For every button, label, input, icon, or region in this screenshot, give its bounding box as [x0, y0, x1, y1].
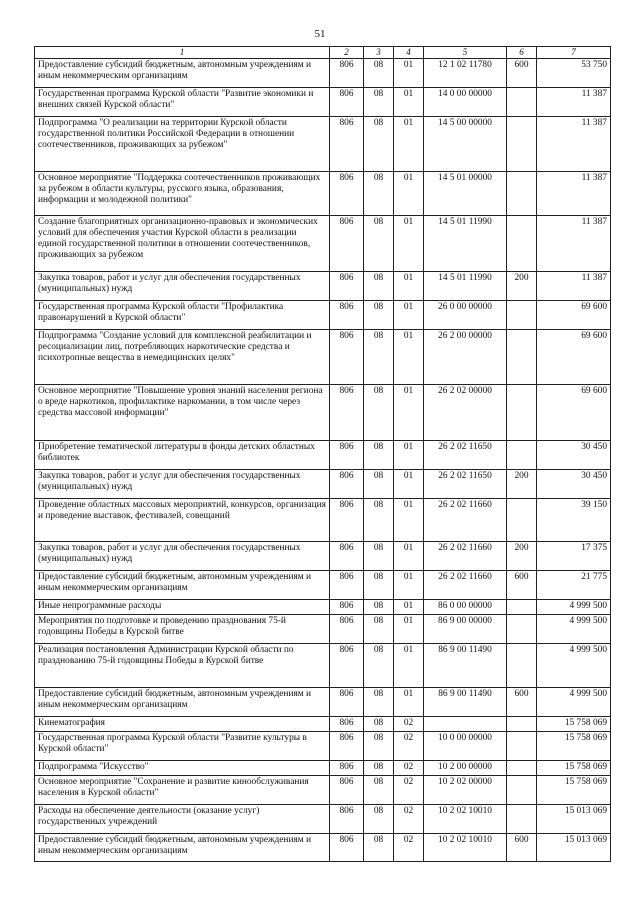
ministry-code-cell: 806: [330, 58, 364, 87]
section-code-cell: 08: [364, 687, 394, 716]
expense-type-code-cell: [507, 498, 537, 541]
amount-cell: 39 150: [537, 498, 611, 541]
subsection-code-cell: 01: [394, 87, 424, 116]
amount-cell: 17 375: [537, 541, 611, 570]
ministry-code-cell: 806: [330, 731, 364, 760]
header-cell: 4: [394, 47, 424, 59]
subsection-code-cell: 01: [394, 469, 424, 498]
item-name-cell: Закупка товаров, работ и услуг для обеспечения государственных (муниципальных) нужд: [35, 541, 330, 570]
item-name-cell: Закупка товаров, работ и услуг для обеспечения государственных (муниципальных) нужд: [35, 469, 330, 498]
header-cell: 1: [35, 47, 330, 59]
table-row: [35, 87, 611, 116]
amount-cell: 69 600: [537, 384, 611, 440]
table-row: [35, 760, 611, 775]
item-name-cell: Основное мероприятие "Поддержка соотечественников проживающих за рубежом в области культуры, русского языка, образования, информации и молодежной политики": [35, 171, 330, 215]
section-code-cell: 08: [364, 760, 394, 775]
table-row: [35, 775, 611, 804]
subsection-code-cell: 02: [394, 775, 424, 804]
expense-type-code-cell: [507, 775, 537, 804]
amount-cell: 11 387: [537, 215, 611, 271]
section-code-cell: 08: [364, 440, 394, 469]
header-cell: 5: [424, 47, 507, 59]
ministry-code-cell: 806: [330, 804, 364, 833]
table-row: [35, 271, 611, 300]
expense-type-code-cell: [507, 116, 537, 171]
ministry-code-cell: 806: [330, 498, 364, 541]
table-row: [35, 384, 611, 440]
target-article-code-cell: 14 5 01 11990: [424, 271, 507, 300]
target-article-code-cell: 26 0 00 00000: [424, 300, 507, 329]
target-article-code-cell: 10 2 02 10010: [424, 804, 507, 833]
ministry-code-cell: 806: [330, 116, 364, 171]
amount-cell: 53 750: [537, 58, 611, 87]
expense-type-code-cell: 600: [507, 570, 537, 599]
target-article-code-cell: 12 1 02 11780: [424, 58, 507, 87]
item-name-cell: Реализация постановления Администрации Курской области по празднованию 75-й годовщины Победы в Курской битве: [35, 643, 330, 687]
section-code-cell: 08: [364, 804, 394, 833]
table-row: [35, 300, 611, 329]
section-code-cell: 08: [364, 171, 394, 215]
section-code-cell: 08: [364, 469, 394, 498]
ministry-code-cell: 806: [330, 614, 364, 643]
item-name-cell: Подпрограмма "О реализации на территории Курской области государственной политики Российской Федерации в отношении соотечественников, проживающих за рубежом": [35, 116, 330, 171]
subsection-code-cell: 02: [394, 731, 424, 760]
header-cell: 6: [507, 47, 537, 59]
table-row: [35, 614, 611, 643]
amount-cell: 15 013 069: [537, 804, 611, 833]
target-article-code-cell: 10 2 00 00000: [424, 760, 507, 775]
subsection-code-cell: 01: [394, 643, 424, 687]
target-article-code-cell: 14 5 00 00000: [424, 116, 507, 171]
item-name-cell: Предоставление субсидий бюджетным, автономным учреждениям и иным некоммерческим организациям: [35, 833, 330, 861]
target-article-code-cell: 14 0 00 00000: [424, 87, 507, 116]
expense-type-code-cell: [507, 643, 537, 687]
section-code-cell: 08: [364, 87, 394, 116]
table-row: [35, 215, 611, 271]
ministry-code-cell: 806: [330, 171, 364, 215]
amount-cell: 69 600: [537, 329, 611, 384]
header-cell: 2: [330, 47, 364, 59]
target-article-code-cell: 10 0 00 00000: [424, 731, 507, 760]
amount-cell: 69 600: [537, 300, 611, 329]
table-row: [35, 469, 611, 498]
ministry-code-cell: 806: [330, 440, 364, 469]
table-row: [35, 58, 611, 87]
expense-type-code-cell: [507, 731, 537, 760]
item-name-cell: Предоставление субсидий бюджетным, автономным учреждениям и иным некоммерческим организациям: [35, 58, 330, 87]
section-code-cell: 08: [364, 300, 394, 329]
expense-type-code-cell: 200: [507, 271, 537, 300]
target-article-code-cell: 26 2 02 11650: [424, 469, 507, 498]
table-row: [35, 498, 611, 541]
table-row: [35, 643, 611, 687]
amount-cell: 21 775: [537, 570, 611, 599]
ministry-code-cell: 806: [330, 329, 364, 384]
item-name-cell: Подпрограмма "Создание условий для комплексной реабилитации и ресоциализации лиц, потребляющих наркотические средства и психотропные вещества в немедицинских целях": [35, 329, 330, 384]
subsection-code-cell: 01: [394, 271, 424, 300]
ministry-code-cell: 806: [330, 716, 364, 731]
ministry-code-cell: 806: [330, 300, 364, 329]
table-row: [35, 570, 611, 599]
expense-type-code-cell: [507, 760, 537, 775]
amount-cell: 15 758 069: [537, 760, 611, 775]
subsection-code-cell: 02: [394, 804, 424, 833]
subsection-code-cell: 02: [394, 716, 424, 731]
section-code-cell: 08: [364, 570, 394, 599]
item-name-cell: Приобретение тематической литературы в фонды детских областных библиотек: [35, 440, 330, 469]
header-cell: 7: [537, 47, 611, 59]
item-name-cell: Создание благоприятных организационно-правовых и экономических условий для обеспечения участия Курской области в реализации единой государственной политики в отношении соотечественников, проживающих за рубежом: [35, 215, 330, 271]
expense-type-code-cell: [507, 300, 537, 329]
expense-type-code-cell: 600: [507, 687, 537, 716]
subsection-code-cell: 02: [394, 833, 424, 861]
amount-cell: 15 758 069: [537, 731, 611, 760]
table-row: [35, 731, 611, 760]
item-name-cell: Закупка товаров, работ и услуг для обеспечения государственных (муниципальных) нужд: [35, 271, 330, 300]
expense-type-code-cell: 200: [507, 469, 537, 498]
subsection-code-cell: 01: [394, 384, 424, 440]
item-name-cell: Основное мероприятие "Сохранение и развитие кинообслуживания населения в Курской области": [35, 775, 330, 804]
amount-cell: 30 450: [537, 440, 611, 469]
target-article-code-cell: 26 2 02 00000: [424, 384, 507, 440]
target-article-code-cell: 86 0 00 00000: [424, 599, 507, 614]
subsection-code-cell: 01: [394, 58, 424, 87]
expense-type-code-cell: [507, 716, 537, 731]
target-article-code-cell: 86 9 00 11490: [424, 643, 507, 687]
table-row: [35, 599, 611, 614]
expense-type-code-cell: [507, 87, 537, 116]
ministry-code-cell: 806: [330, 687, 364, 716]
subsection-code-cell: 01: [394, 599, 424, 614]
table-row: [35, 804, 611, 833]
subsection-code-cell: 01: [394, 171, 424, 215]
target-article-code-cell: 26 2 00 00000: [424, 329, 507, 384]
amount-cell: 4 999 500: [537, 643, 611, 687]
header-cell: 3: [364, 47, 394, 59]
subsection-code-cell: 01: [394, 116, 424, 171]
subsection-code-cell: 02: [394, 760, 424, 775]
section-code-cell: 08: [364, 599, 394, 614]
target-article-code-cell: 26 2 02 11650: [424, 440, 507, 469]
amount-cell: 15 758 069: [537, 716, 611, 731]
item-name-cell: Подпрограмма "Искусство": [35, 760, 330, 775]
header-row: [35, 47, 611, 59]
target-article-code-cell: 14 5 01 00000: [424, 171, 507, 215]
table-row: [35, 440, 611, 469]
amount-cell: 11 387: [537, 87, 611, 116]
table-row: [35, 171, 611, 215]
section-code-cell: 08: [364, 116, 394, 171]
section-code-cell: 08: [364, 58, 394, 87]
expense-type-code-cell: [507, 384, 537, 440]
target-article-code-cell: 14 5 01 11990: [424, 215, 507, 271]
amount-cell: 4 999 500: [537, 599, 611, 614]
ministry-code-cell: 806: [330, 384, 364, 440]
expense-type-code-cell: 600: [507, 833, 537, 861]
item-name-cell: Государственная программа Курской области "Развитие культуры в Курской области": [35, 731, 330, 760]
ministry-code-cell: 806: [330, 643, 364, 687]
amount-cell: 11 387: [537, 171, 611, 215]
section-code-cell: 08: [364, 833, 394, 861]
subsection-code-cell: 01: [394, 215, 424, 271]
section-code-cell: 08: [364, 775, 394, 804]
subsection-code-cell: 01: [394, 570, 424, 599]
amount-cell: 4 999 500: [537, 614, 611, 643]
subsection-code-cell: 01: [394, 614, 424, 643]
target-article-code-cell: [424, 716, 507, 731]
table-row: [35, 329, 611, 384]
ministry-code-cell: 806: [330, 775, 364, 804]
ministry-code-cell: 806: [330, 215, 364, 271]
amount-cell: 15 013 069: [537, 833, 611, 861]
table-row: [35, 116, 611, 171]
expense-type-code-cell: 200: [507, 541, 537, 570]
amount-cell: 15 758 069: [537, 775, 611, 804]
section-code-cell: 08: [364, 384, 394, 440]
page-number: 51: [314, 28, 326, 40]
section-code-cell: 08: [364, 271, 394, 300]
ministry-code-cell: 806: [330, 599, 364, 614]
expense-type-code-cell: [507, 329, 537, 384]
amount-cell: 4 999 500: [537, 687, 611, 716]
ministry-code-cell: 806: [330, 570, 364, 599]
item-name-cell: Предоставление субсидий бюджетным, автономным учреждениям и иным некоммерческим организациям: [35, 570, 330, 599]
target-article-code-cell: 26 2 02 11660: [424, 498, 507, 541]
target-article-code-cell: 10 2 02 10010: [424, 833, 507, 861]
expense-type-code-cell: [507, 614, 537, 643]
table-row: [35, 687, 611, 716]
expense-type-code-cell: [507, 171, 537, 215]
target-article-code-cell: 10 2 02 00000: [424, 775, 507, 804]
table-row: [35, 833, 611, 861]
item-name-cell: Основное мероприятие "Повышение уровня знаний населения региона о вреде наркотиков, профилактике наркомании, в том числе через средства массовой информации": [35, 384, 330, 440]
subsection-code-cell: 01: [394, 440, 424, 469]
target-article-code-cell: 26 2 02 11660: [424, 570, 507, 599]
expense-type-code-cell: [507, 804, 537, 833]
item-name-cell: Государственная программа Курской области "Профилактика правонарушений в Курской области": [35, 300, 330, 329]
expense-type-code-cell: [507, 599, 537, 614]
budget-table: [34, 46, 611, 862]
item-name-cell: Иные непрограммные расходы: [35, 599, 330, 614]
item-name-cell: Предоставление субсидий бюджетным, автономным учреждениям и иным некоммерческим организациям: [35, 687, 330, 716]
ministry-code-cell: 806: [330, 469, 364, 498]
subsection-code-cell: 01: [394, 687, 424, 716]
subsection-code-cell: 01: [394, 329, 424, 384]
target-article-code-cell: 86 9 00 00000: [424, 614, 507, 643]
expense-type-code-cell: [507, 215, 537, 271]
section-code-cell: 08: [364, 498, 394, 541]
amount-cell: 30 450: [537, 469, 611, 498]
item-name-cell: Расходы на обеспечение деятельности (оказание услуг) государственных учреждений: [35, 804, 330, 833]
ministry-code-cell: 806: [330, 87, 364, 116]
section-code-cell: 08: [364, 329, 394, 384]
ministry-code-cell: 806: [330, 760, 364, 775]
amount-cell: 11 387: [537, 116, 611, 171]
section-code-cell: 08: [364, 614, 394, 643]
expense-type-code-cell: 600: [507, 58, 537, 87]
item-name-cell: Проведение областных массовых мероприятий, конкурсов, организация и проведение выставок, фестивалей, совещаний: [35, 498, 330, 541]
subsection-code-cell: 01: [394, 541, 424, 570]
subsection-code-cell: 01: [394, 498, 424, 541]
target-article-code-cell: 86 9 00 11490: [424, 687, 507, 716]
item-name-cell: Государственная программа Курской области "Развитие экономики и внешних связей Курской области": [35, 87, 330, 116]
expense-type-code-cell: [507, 440, 537, 469]
section-code-cell: 08: [364, 731, 394, 760]
section-code-cell: 08: [364, 643, 394, 687]
target-article-code-cell: 26 2 02 11660: [424, 541, 507, 570]
section-code-cell: 08: [364, 541, 394, 570]
ministry-code-cell: 806: [330, 833, 364, 861]
amount-cell: 11 387: [537, 271, 611, 300]
ministry-code-cell: 806: [330, 271, 364, 300]
item-name-cell: Мероприятия по подготовке и проведению празднования 75-й годовщины Победы в Курской битве: [35, 614, 330, 643]
section-code-cell: 08: [364, 716, 394, 731]
subsection-code-cell: 01: [394, 300, 424, 329]
ministry-code-cell: 806: [330, 541, 364, 570]
table-row: [35, 716, 611, 731]
table-row: [35, 541, 611, 570]
item-name-cell: Кинематография: [35, 716, 330, 731]
section-code-cell: 08: [364, 215, 394, 271]
